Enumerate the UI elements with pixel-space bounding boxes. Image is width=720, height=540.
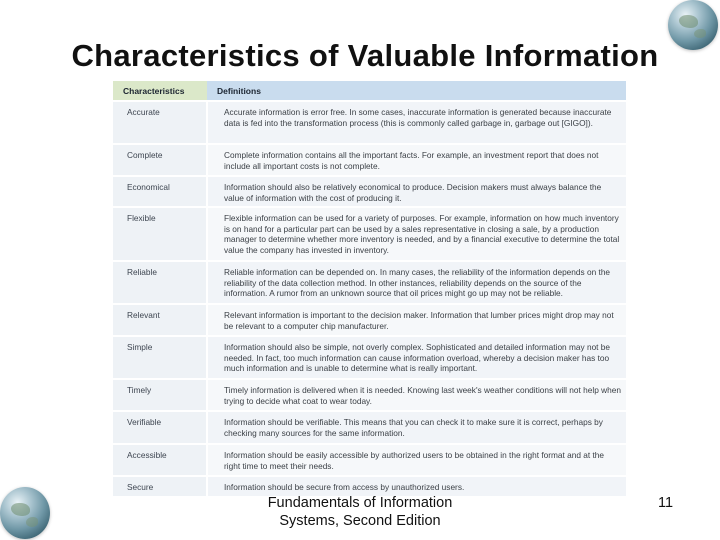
characteristics-table-figure <box>113 81 626 497</box>
definition-cell: Reliable information can be depended on. In many cases, the reliability of the information depends on the reliability of the data collection method. In other instances, reliability depends on the source of the information. A rumor from an unknown source that oil prices might go up may not be reliable. <box>207 261 626 304</box>
table-row <box>113 144 626 176</box>
column-header-definitions: Definitions <box>207 81 626 101</box>
characteristic-cell: Secure <box>113 476 207 497</box>
characteristic-cell: Complete <box>113 144 207 176</box>
definition-cell: Relevant information is important to the decision maker. Information that lumber prices might drop may not be relevant to a computer chip manufacturer. <box>207 304 626 336</box>
characteristic-cell: Accurate <box>113 101 207 144</box>
footer-line: Fundamentals of Information <box>267 495 453 511</box>
table-header-row <box>113 81 626 101</box>
table-row <box>113 379 626 411</box>
definition-cell: Information should be secure from access by unauthorized users. <box>207 476 626 497</box>
table-row <box>113 304 626 336</box>
table-row <box>113 101 626 144</box>
characteristic-cell: Timely <box>113 379 207 411</box>
definition-cell: Information should be verifiable. This means that you can check it to make sure it is correct, perhaps by checking many sources for the same information. <box>207 411 626 444</box>
definition-cell: Information should also be simple, not overly complex. Sophisticated and detailed information may not be needed. In fact, too much information can cause information overload, whereby a decision maker has too much information and is unable to determine what is really important. <box>207 336 626 379</box>
table-row <box>113 411 626 444</box>
slide-title: Characteristics of Valuable Information <box>71 38 659 73</box>
globe-icon <box>0 487 50 539</box>
characteristics-table <box>113 81 626 498</box>
definition-cell: Accurate information is error free. In some cases, inaccurate information is generated because inaccurate data is fed into the transformation process (this is commonly called garbage in, garbage out [GIGO]). <box>207 101 626 144</box>
characteristic-cell: Reliable <box>113 261 207 304</box>
definition-cell: Information should be easily accessible by authorized users to be obtained in the right format and at the right time to meet their needs. <box>207 444 626 476</box>
column-header-characteristics: Characteristics <box>113 81 207 101</box>
table-row <box>113 207 626 261</box>
characteristic-cell: Simple <box>113 336 207 379</box>
table-row <box>113 336 626 379</box>
definition-cell: Complete information contains all the important facts. For example, an investment report that does not include all important costs is not complete. <box>207 144 626 176</box>
table-row <box>113 261 626 304</box>
characteristic-cell: Verifiable <box>113 411 207 444</box>
slide-footer <box>260 494 460 530</box>
table-row <box>113 176 626 207</box>
characteristic-cell: Flexible <box>113 207 207 261</box>
characteristic-cell: Relevant <box>113 304 207 336</box>
definition-cell: Flexible information can be used for a variety of purposes. For example, information on how much inventory is on hand for a particular part can be used by a sales representative in closing a sale, by a production manager to determine whether more inventory is needed, and by a financial executive to determine the total value the company has invested in inventory. <box>207 207 626 261</box>
definition-cell: Information should also be relatively economical to produce. Decision makers must always balance the value of information with the cost of producing it. <box>207 176 626 207</box>
table-row <box>113 444 626 476</box>
footer-line: Systems, Second Edition <box>279 513 441 529</box>
page-number: 11 <box>658 495 674 511</box>
characteristic-cell: Economical <box>113 176 207 207</box>
definition-cell: Timely information is delivered when it is needed. Knowing last week's weather conditions will not help when trying to decide what coat to wear today. <box>207 379 626 411</box>
characteristic-cell: Accessible <box>113 444 207 476</box>
